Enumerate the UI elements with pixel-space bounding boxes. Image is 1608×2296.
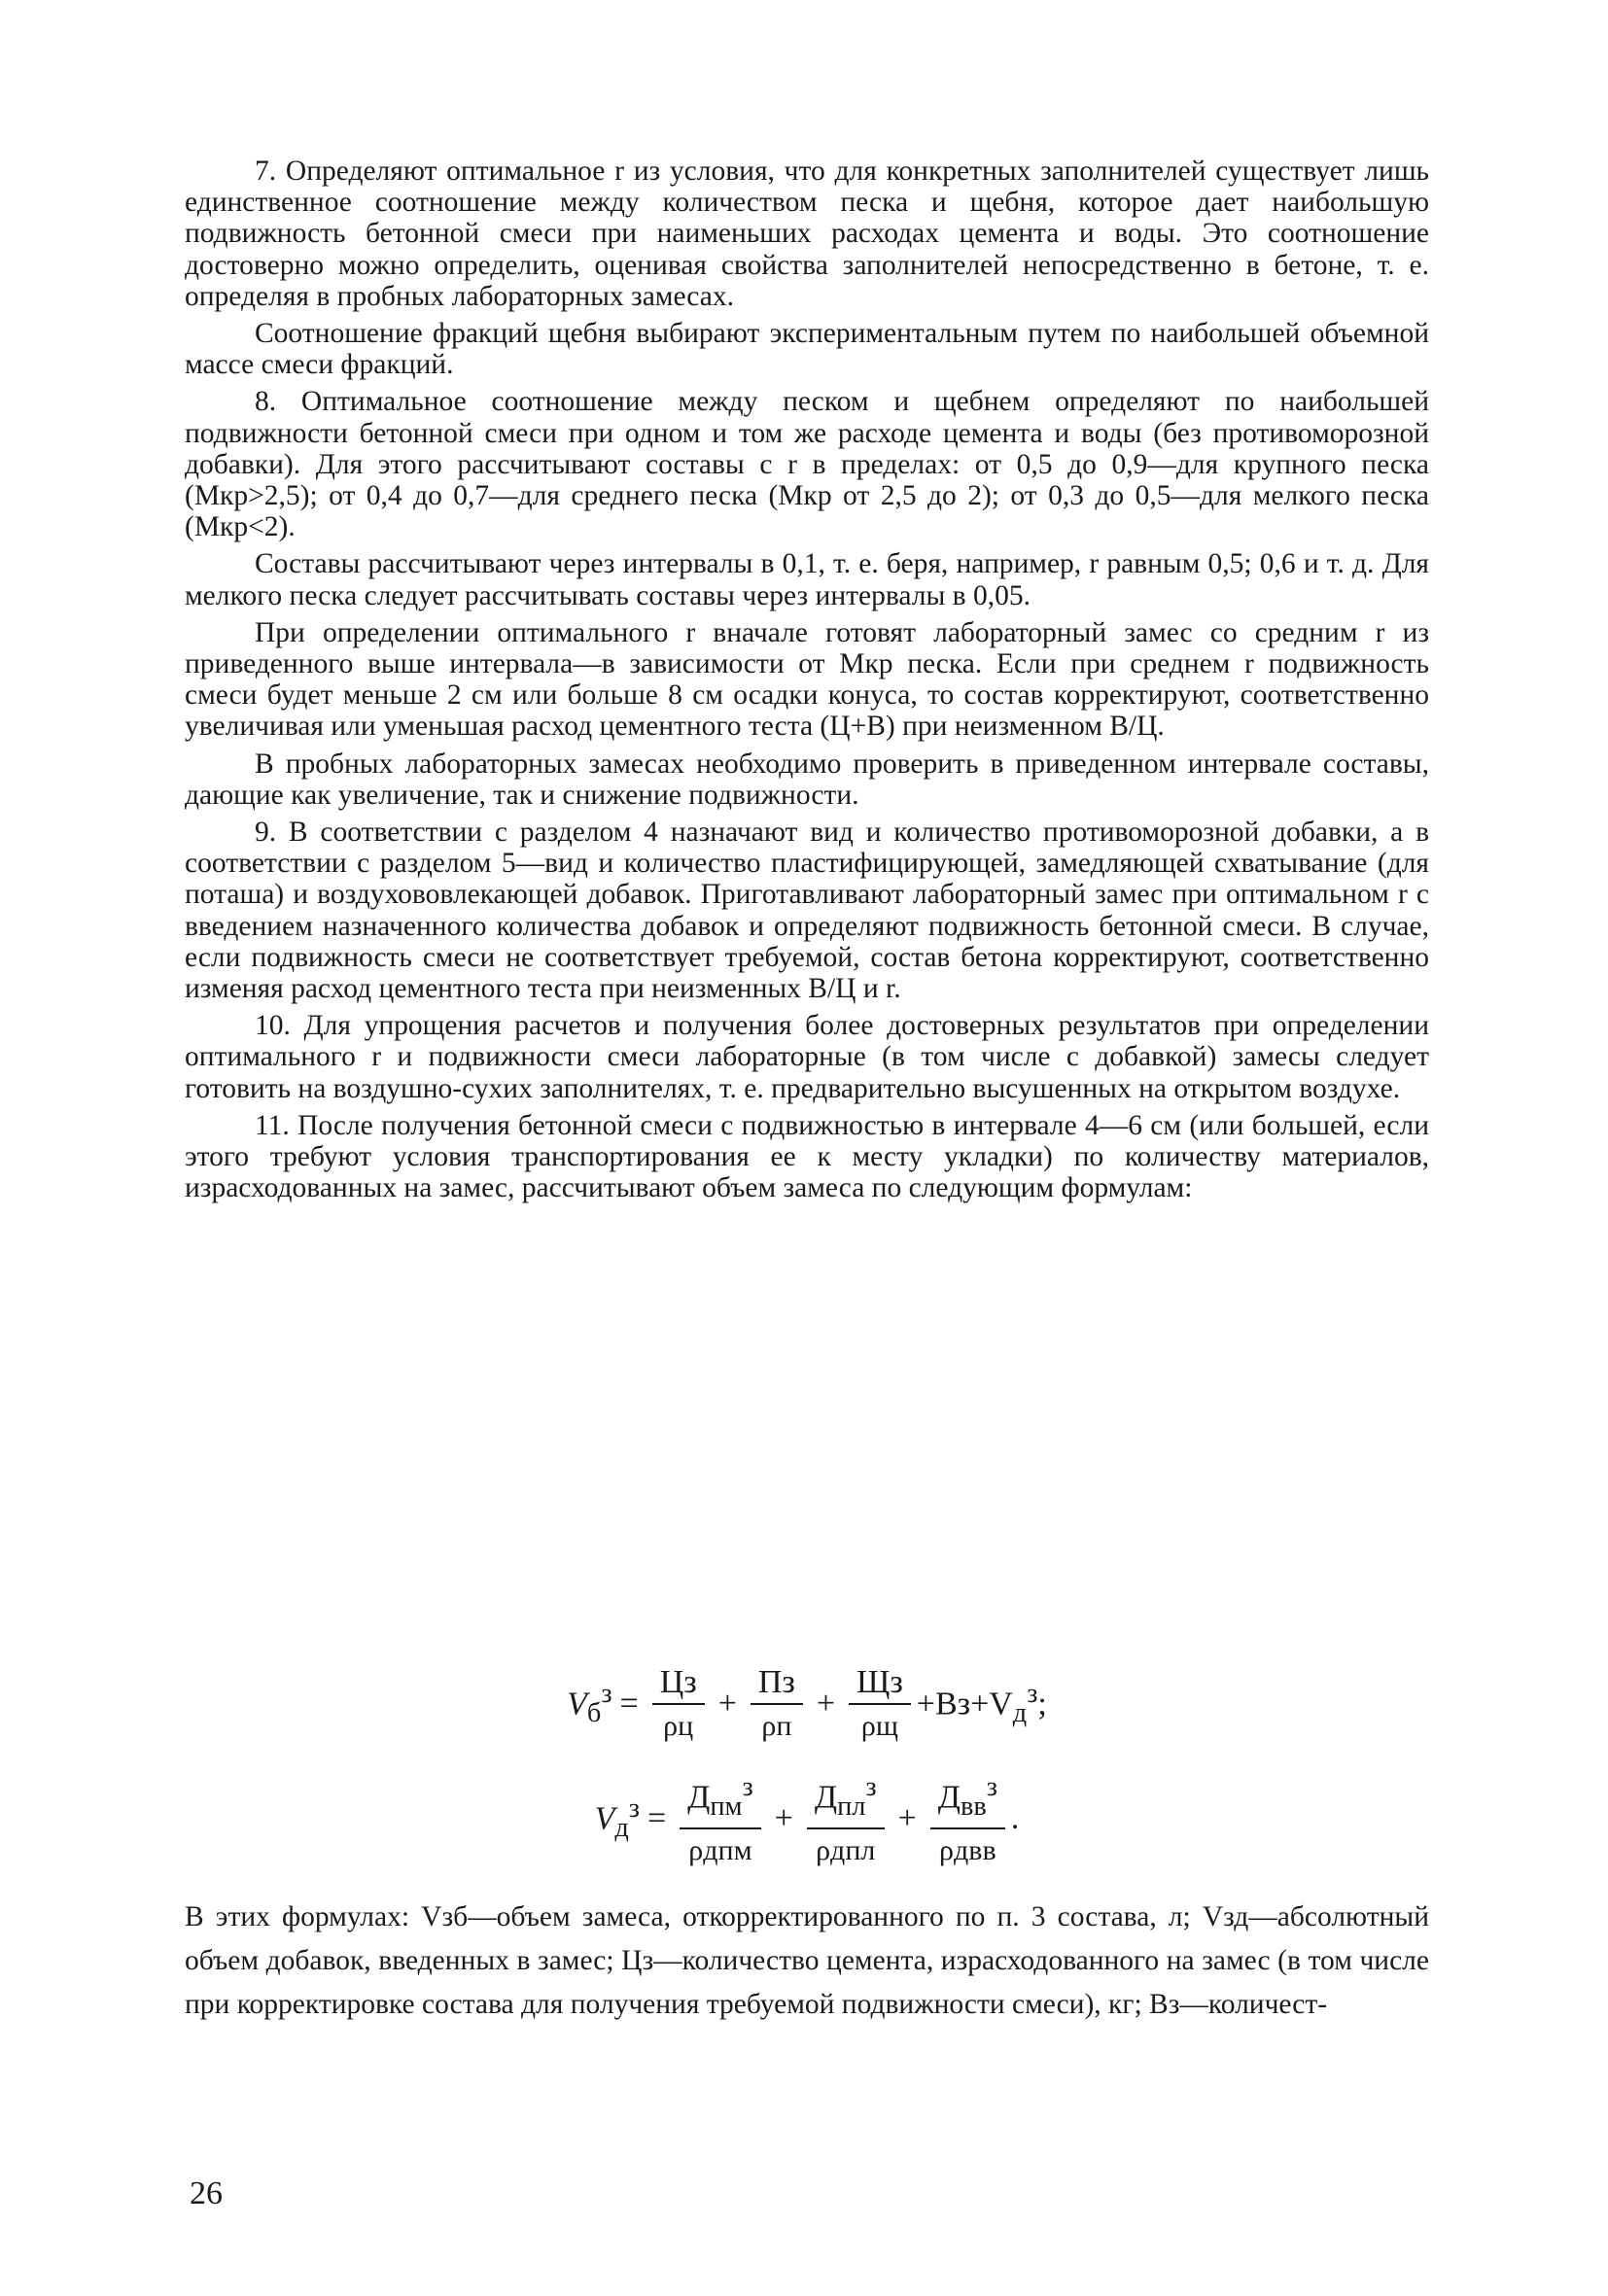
formula1-equals: = bbox=[619, 1686, 639, 1722]
formula-mix-volume bbox=[185, 1664, 1429, 1744]
formula2-antifreeze-fraction: $\frac{Д_{пм}^з}{\text{ρдпм}}$ bbox=[680, 1769, 761, 1868]
paragraph-8: 8. Оптимальное соотношение между песком и щебнем определяют по наибольшей подвижности бетонной смеси при одном и том же расходе цемента и воды (без противоморозной добавки). Для этого рассчитывают составы с r в пределах: от 0,5 до 0,9—для крупного песка (Мкр>2,5); от 0,4 до 0,7—для среднего песка (Мкр от 2,5 до 2); от 0,3 до 0,5—для мелкого песка (Мкр<2). bbox=[185, 386, 1429, 543]
page-number: 26 bbox=[190, 2175, 223, 2211]
formula-additive-volume bbox=[185, 1769, 1429, 1868]
plus-sign: + bbox=[774, 1800, 793, 1837]
plus-sign: + bbox=[816, 1686, 836, 1722]
formula2-lhs: $V_д^з$ bbox=[594, 1793, 640, 1844]
paragraph-fractions: Соотношение фракций щебня выбирают экспериментальным путем по наибольшей объемной массе смеси фракций. bbox=[185, 318, 1429, 381]
formula-legend-text: В этих формулах: Vзб—объем замеса, откорректированного по п. 3 состава, л; Vзд—абсолютный объем добавок, введенных в замес; Цз—количество цемента, израсходованного на замес (в том числе при корректировке состава для получения требуемой подвижности смеси), кг; Вз—количест- bbox=[185, 1901, 1429, 2020]
paragraph-trial-mixes: В пробных лабораторных замесах необходимо проверить в приведенном интервале составы, дающие как увеличение, так и снижение подвижности. bbox=[185, 748, 1429, 811]
formula2-plasticizer-fraction: $\frac{Д_{пл}^з}{\text{ρдпл}}$ bbox=[807, 1769, 885, 1868]
paragraph-intervals: Составы рассчитывают через интервалы в 0,1, т. е. беря, например, r равным 0,5; 0,6 и т. д. Для мелкого песка следует рассчитывать составы через интервалы в 0,05. bbox=[185, 548, 1429, 611]
paragraph-11: 11. После получения бетонной смеси с подвижностью в интервале 4—6 см (или большей, если этого требуют условия транспортирования ее к месту укладки) по количеству материалов, израсходованных на замес, рассчитывают объем замеса по следующим формулам: bbox=[185, 1109, 1429, 1204]
formula-explanation bbox=[185, 1896, 1429, 2027]
formula1-tail: $+Вз+V_д^з$; bbox=[916, 1678, 1047, 1729]
formula2-end: . bbox=[1010, 1800, 1020, 1837]
formula1-lhs: $V_б^з$ bbox=[567, 1678, 612, 1729]
formula1-cement-fraction: $\frac{Цз}{\rho ц}$ bbox=[652, 1664, 705, 1744]
formula1-sand-fraction: $\frac{Пз}{\rho п}$ bbox=[751, 1664, 803, 1744]
formula1-gravel-fraction: $\frac{Щз}{\rho щ}$ bbox=[849, 1664, 911, 1744]
paragraph-9: 9. В соответствии с разделом 4 назначают вид и количество противоморозной добавки, а в соответствии с разделом 5—вид и количество пластифицирующей, замедляющей схватывание (для поташа) и воздухововлекающей добавок. Приготавливают лабораторный замес при оптимальном r с введением назначенного количества добавок и определяют подвижность бетонной смеси. В случае, если подвижность смеси не соответствует требуемой, состав бетона корректируют, соответственно изменяя расход цементного теста при неизменных В/Ц и r. bbox=[185, 817, 1429, 1005]
paragraph-optimal-r: При определении оптимального r вначале готовят лабораторный замес со средним r из приведенного выше интервала—в зависимости от Мкр песка. Если при среднем r подвижность смеси будет меньше 2 см или больше 8 см осадки конуса, то состав корректируют, соответственно увеличивая или уменьшая расход цементного теста (Ц+В) при неизменном В/Ц. bbox=[185, 616, 1429, 743]
plus-sign: + bbox=[717, 1686, 737, 1722]
paragraph-7: 7. Определяют оптимальное r из условия, что для конкретных заполнителей существует лишь единственное соотношение между количеством песка и щебня, которое дает наибольшую подвижность бетонной смеси при наименьших расходах цемента и воды. Это соотношение достоверно можно определить, оценивая свойства заполнителей непосредственно в бетоне, т. е. определяя в пробных лабораторных замесах. bbox=[185, 156, 1429, 312]
paragraph-10: 10. Для упрощения расчетов и получения более достоверных результатов при определении оптимального r и подвижности смеси лабораторные (в том числе с добавкой) замесы следует готовить на воздушно-сухих заполнителях, т. е. предварительно высушенных на открытом воздухе. bbox=[185, 1010, 1429, 1104]
plus-sign: + bbox=[897, 1800, 917, 1837]
formula2-equals: = bbox=[647, 1800, 667, 1837]
body-text bbox=[185, 156, 1429, 1208]
formula2-air-entraining-fraction: $\frac{Д_{вв}^з}{\text{ρдвв}}$ bbox=[930, 1769, 1005, 1868]
